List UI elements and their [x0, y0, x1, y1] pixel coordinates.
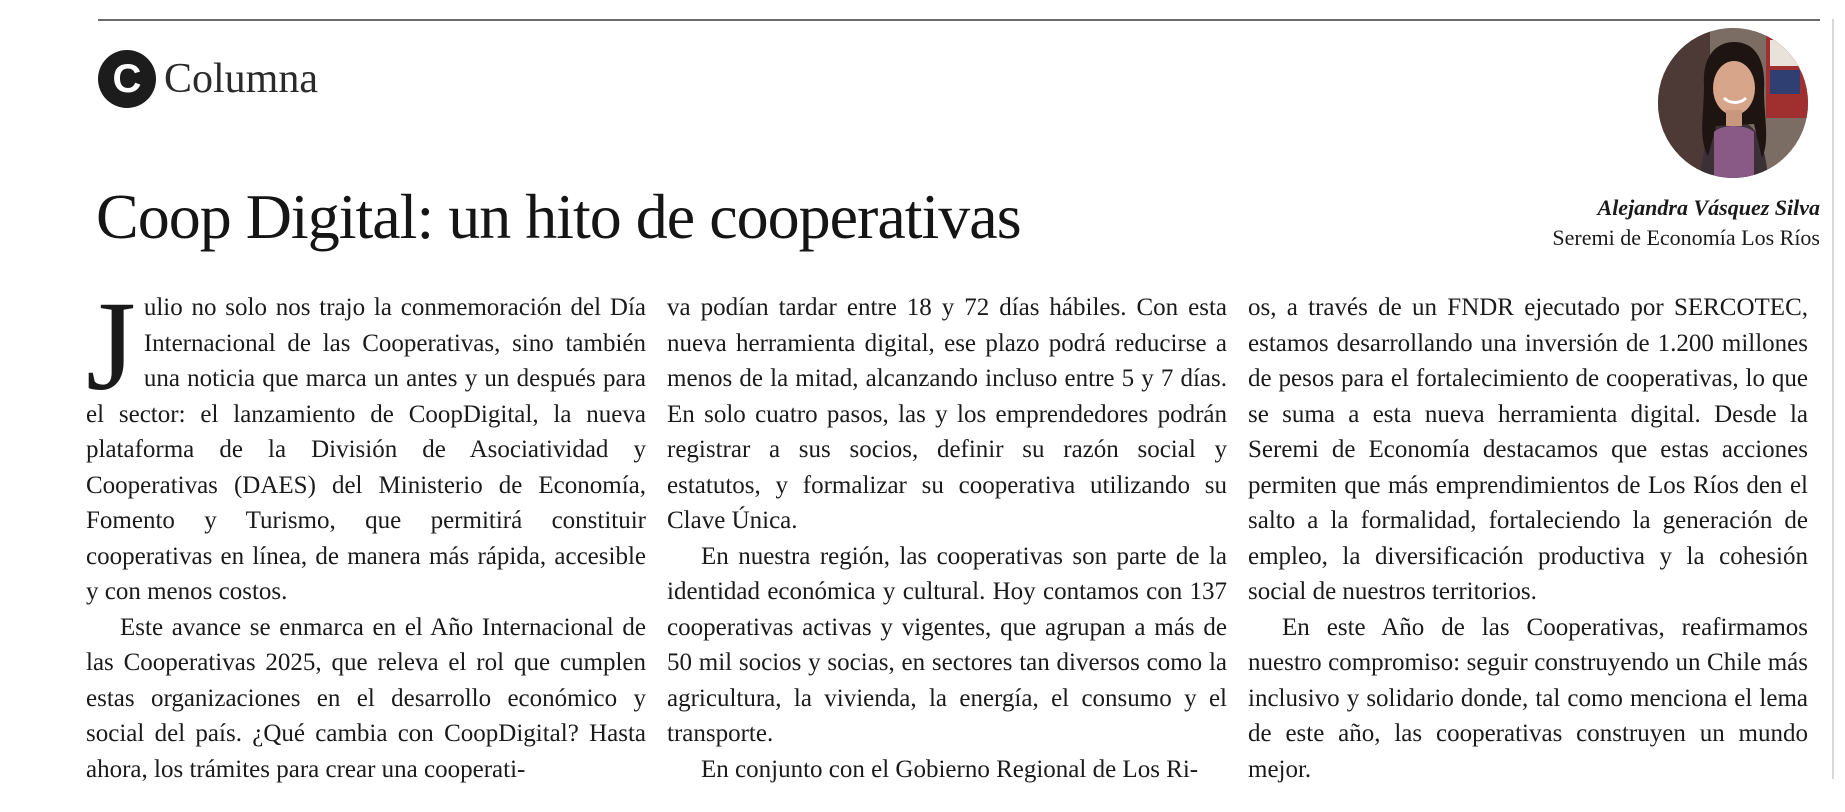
section-header — [98, 50, 318, 108]
paragraph — [86, 275, 646, 610]
paragraph: os, a través de un FNDR ejecutado por SERCOTEC, estamos desarrollando una inversión de 1.200 millones de pesos para el fortalecimiento de cooperativas, lo que se suma a esta nueva herramienta digital. Desde la Seremi de Economía destacamos que estas acciones permiten que más emprendimientos de Los Ríos den el salto a la formalidad, fortaleciendo la generación de empleo, la diversificación productiva y la cohesión social de nuestros territorios. — [1248, 294, 1808, 605]
top-rule — [98, 19, 1820, 21]
paragraph: En este Año de las Cooperativas, reafirmamos nuestro compromiso: seguir construyendo un Chile más inclusivo y solidario donde, tal como menciona el lema de este año, las cooperativas construyen un mundo mejor. — [1248, 613, 1808, 783]
column-1 — [86, 275, 646, 787]
author-name: Alejandra Vásquez Silva — [1597, 195, 1820, 220]
section-label: Columna — [164, 56, 318, 102]
column-3 — [1248, 290, 1808, 787]
section-badge: C — [98, 50, 156, 108]
article-body — [86, 275, 1828, 787]
column-2 — [667, 290, 1227, 787]
right-rule — [1832, 19, 1834, 779]
headline: Coop Digital: un hito de cooperativas — [96, 181, 1021, 252]
paragraph: En conjunto con el Gobierno Regional de Los Ri- — [701, 755, 1199, 783]
byline — [1552, 193, 1820, 253]
author-role: Seremi de Economía Los Ríos — [1552, 225, 1820, 250]
author-portrait-image — [1658, 28, 1808, 178]
paragraph: Este avance se enmarca en el Año Internacional de las Cooperativas 2025, que releva el rol que cumplen estas organizaciones en el desarrollo económico y social del país. ¿Qué cambia con CoopDigital? Hasta ahora, los trámites para crear una cooperati- — [86, 613, 646, 783]
paragraph-text: ulio no solo nos trajo la conmemoración del Día Internacional de las Cooperativas, sino también una noticia que marca un antes y un después para el sector: el lanzamiento de CoopDigital, la nueva plataforma de la División de Asociatividad y Cooperativas (DAES) del Ministerio de Economía, Fomento y Turismo, que permitirá constituir cooperativas en línea, de manera más rápida, accesible y con menos costos. — [86, 294, 646, 605]
paragraph: va podían tardar entre 18 y 72 días hábiles. Con esta nueva herramienta digital, ese plazo podrá reducirse a menos de la mitad, alcanzando incluso entre 5 y 7 días. En solo cuatro pasos, las y los emprendedores podrán registrar a sus socios, definir su razón social y estatutos, y formalizar su cooperativa utilizando su Clave Única. — [667, 294, 1227, 534]
paragraph: En nuestra región, las cooperativas son parte de la identidad económica y cultural. Hoy contamos con 137 cooperativas activas y vigentes, que agrupan a más de 50 mil socios y socias, en sectores tan diversos como la agricultura, la vivienda, la energía, el consumo y el transporte. — [667, 542, 1227, 747]
author-photo — [1658, 28, 1808, 178]
drop-cap: J — [86, 275, 136, 417]
